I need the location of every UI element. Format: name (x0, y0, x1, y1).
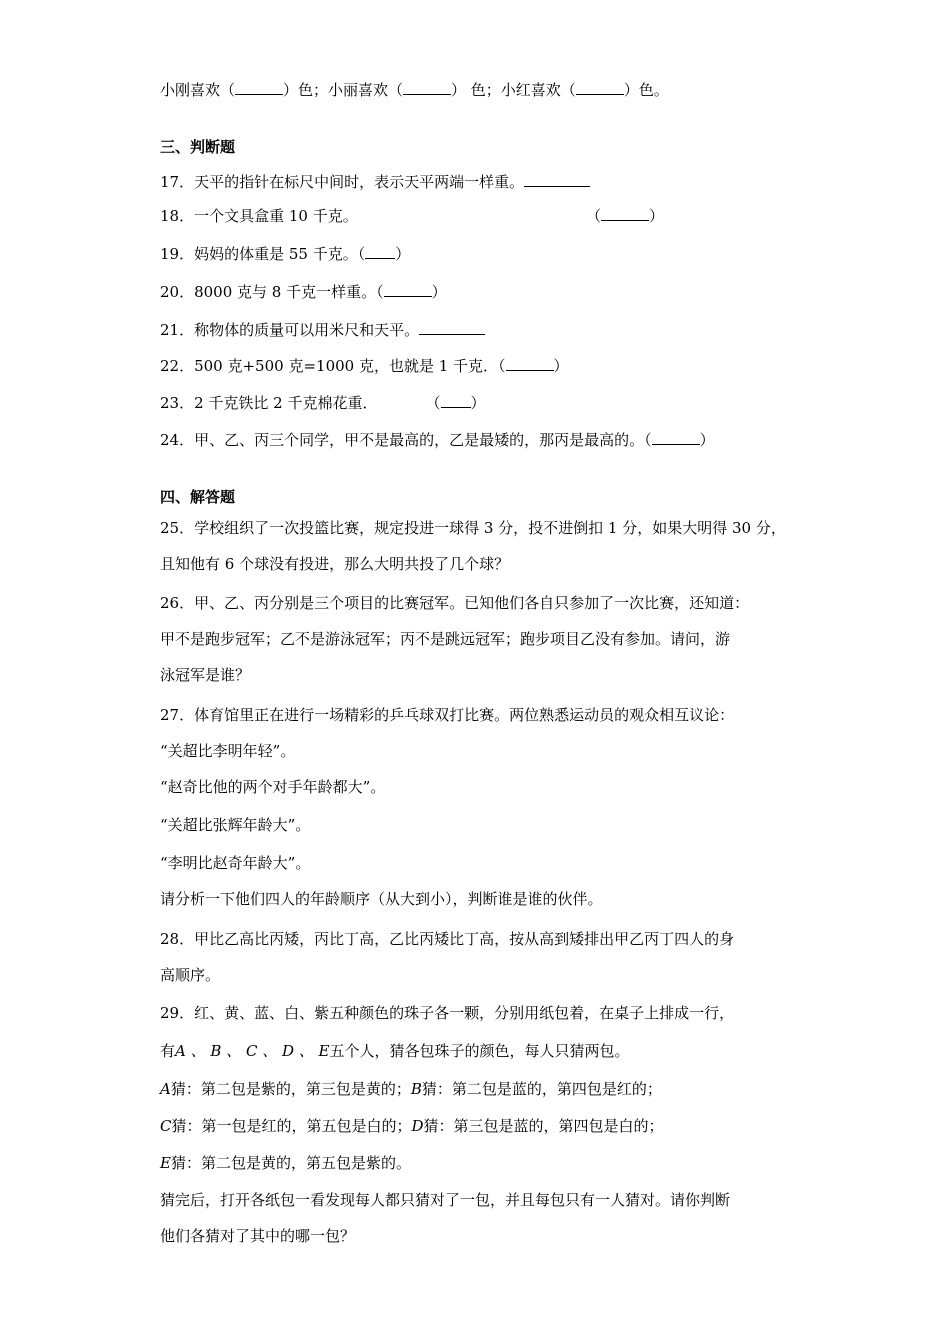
question-29-line2 (160, 1041, 630, 1061)
q16-answer-line (160, 80, 669, 100)
person-label-e: E (160, 1154, 171, 1172)
person-label-c: C (160, 1117, 172, 1135)
q16-text-b: ）色；小丽喜欢（ (283, 81, 404, 99)
q16-text-a: 小刚喜欢（ (160, 81, 236, 99)
question-18-answer (586, 206, 664, 226)
person-label-a: A (160, 1080, 171, 1098)
question-25-line2: 且知他有 6 个球没有投进，那么大明共投了几个球？ (160, 555, 510, 573)
question-29-guess-e (160, 1153, 411, 1173)
answer-blank[interactable] (576, 80, 624, 95)
question-text: 20．8000 克与 8 千克一样重。（ (160, 283, 384, 301)
answer-blank[interactable] (384, 282, 432, 297)
q16-text-c: ） 色；小红喜欢（ (451, 81, 576, 99)
question-29-guess-cd (160, 1116, 664, 1136)
section-title-judgement: 三、判断题 (160, 138, 236, 156)
answer-blank[interactable] (601, 206, 649, 221)
question-19 (160, 244, 410, 264)
question-18 (160, 206, 358, 226)
question-27-line1: 27．体育馆里正在进行一场精彩的乒乓球双打比赛。两位熟悉运动员的观众相互议论： (160, 706, 735, 724)
paren-close: ） (699, 431, 715, 449)
question-25-line1: 25．学校组织了一次投篮比赛，规定投进一球得 3 分，投不进倒扣 1 分，如果大明得 30 分， (160, 519, 786, 537)
question-text: 18．一个文具盒重 10 千克。 (160, 207, 358, 225)
guess-text-c: 猜：第一包是红的，第五包是白的； (171, 1117, 412, 1135)
question-29-guess-ab (160, 1079, 662, 1099)
guess-text-e: 猜：第二包是黄的，第五包是紫的。 (170, 1154, 411, 1172)
paren-close: ） (431, 283, 447, 301)
paren-close: ） (395, 245, 411, 263)
question-text: 23．2 千克铁比 2 千克棉花重． (160, 394, 378, 412)
question-22 (160, 356, 569, 376)
text: 五个人，猜各包珠子的颜色，每人只猜两包。 (329, 1042, 630, 1060)
question-29-end2: 他们各猜对了其中的哪一包？ (160, 1227, 356, 1245)
question-26-line2: 甲不是跑步冠军；乙不是游泳冠军；丙不是跳远冠军；跑步项目乙没有参加。请问，游 (160, 630, 731, 648)
question-17 (160, 172, 590, 192)
question-text: 17．天平的指针在标尺中间时，表示天平两端一样重。 (160, 173, 525, 191)
paren-close: ） (470, 394, 486, 412)
question-27-quote2: “赵奇比他的两个对手年龄都大”。 (160, 778, 386, 796)
question-27-quote4: “李明比赵奇年龄大”。 (160, 854, 311, 872)
question-21 (160, 320, 485, 340)
answer-blank[interactable] (365, 244, 395, 259)
question-29-line1: 29．红、黄、蓝、白、紫五种颜色的珠子各一颗，分别用纸包着，在桌子上排成一行， (160, 1004, 735, 1022)
section-title-answer: 四、解答题 (160, 488, 236, 506)
question-23 (160, 393, 486, 413)
answer-blank[interactable] (524, 172, 590, 187)
text: 有 (160, 1042, 176, 1060)
answer-blank[interactable] (403, 80, 451, 95)
answer-blank[interactable] (652, 430, 700, 445)
question-26-line1: 26．甲、乙、丙分别是三个项目的比赛冠军。已知他们各自只参加了一次比赛，还知道： (160, 594, 750, 612)
paren-open: （ (425, 394, 441, 412)
question-27-last: 请分析一下他们四人的年龄顺序（从大到小），判断谁是谁的伙伴。 (160, 890, 603, 908)
question-24 (160, 430, 715, 450)
question-text: 24．甲、乙、丙三个同学，甲不是最高的，乙是最矮的，那丙是最高的。（ (160, 431, 652, 449)
guess-text-a: 猜：第二包是紫的，第三包是黄的； (170, 1080, 411, 1098)
paren-close: ） (553, 357, 569, 375)
question-text: 21．称物体的质量可以用米尺和天平。 (160, 321, 420, 339)
answer-blank[interactable] (419, 320, 485, 335)
question-27-quote3: “关超比张辉年龄大”。 (160, 816, 311, 834)
question-27-quote1: “关超比李明年轻”。 (160, 742, 296, 760)
answer-blank[interactable] (441, 393, 471, 408)
paren-open: （ (586, 207, 602, 225)
person-letters: A 、 B 、 C 、 D 、 E (175, 1042, 330, 1060)
question-29-end1: 猜完后，打开各纸包一看发现每人都只猜对了一包，并且每包只有一人猜对。请你判断 (160, 1191, 731, 1209)
guess-text-b: 猜：第二包是蓝的，第四包是红的； (421, 1080, 662, 1098)
paren-close: ） (649, 207, 665, 225)
question-20 (160, 282, 447, 302)
question-text: 22．500 克+500 克=1000 克，也就是 1 千克．（ (160, 357, 506, 375)
q16-text-d: ）色。 (623, 81, 669, 99)
question-text: 19．妈妈的体重是 55 千克。（ (160, 245, 366, 263)
question-28-line1: 28．甲比乙高比丙矮，丙比丁高，乙比丙矮比丁高，按从高到矮排出甲乙丙丁四人的身 (160, 930, 735, 948)
person-label-b: B (410, 1080, 422, 1098)
person-label-d: D (411, 1117, 424, 1135)
answer-blank[interactable] (506, 356, 554, 371)
question-28-line2: 高顺序。 (160, 966, 221, 984)
question-26-line3: 泳冠军是谁？ (160, 666, 251, 684)
answer-blank[interactable] (235, 80, 283, 95)
guess-text-d: 猜：第三包是蓝的，第四包是白的； (423, 1117, 664, 1135)
